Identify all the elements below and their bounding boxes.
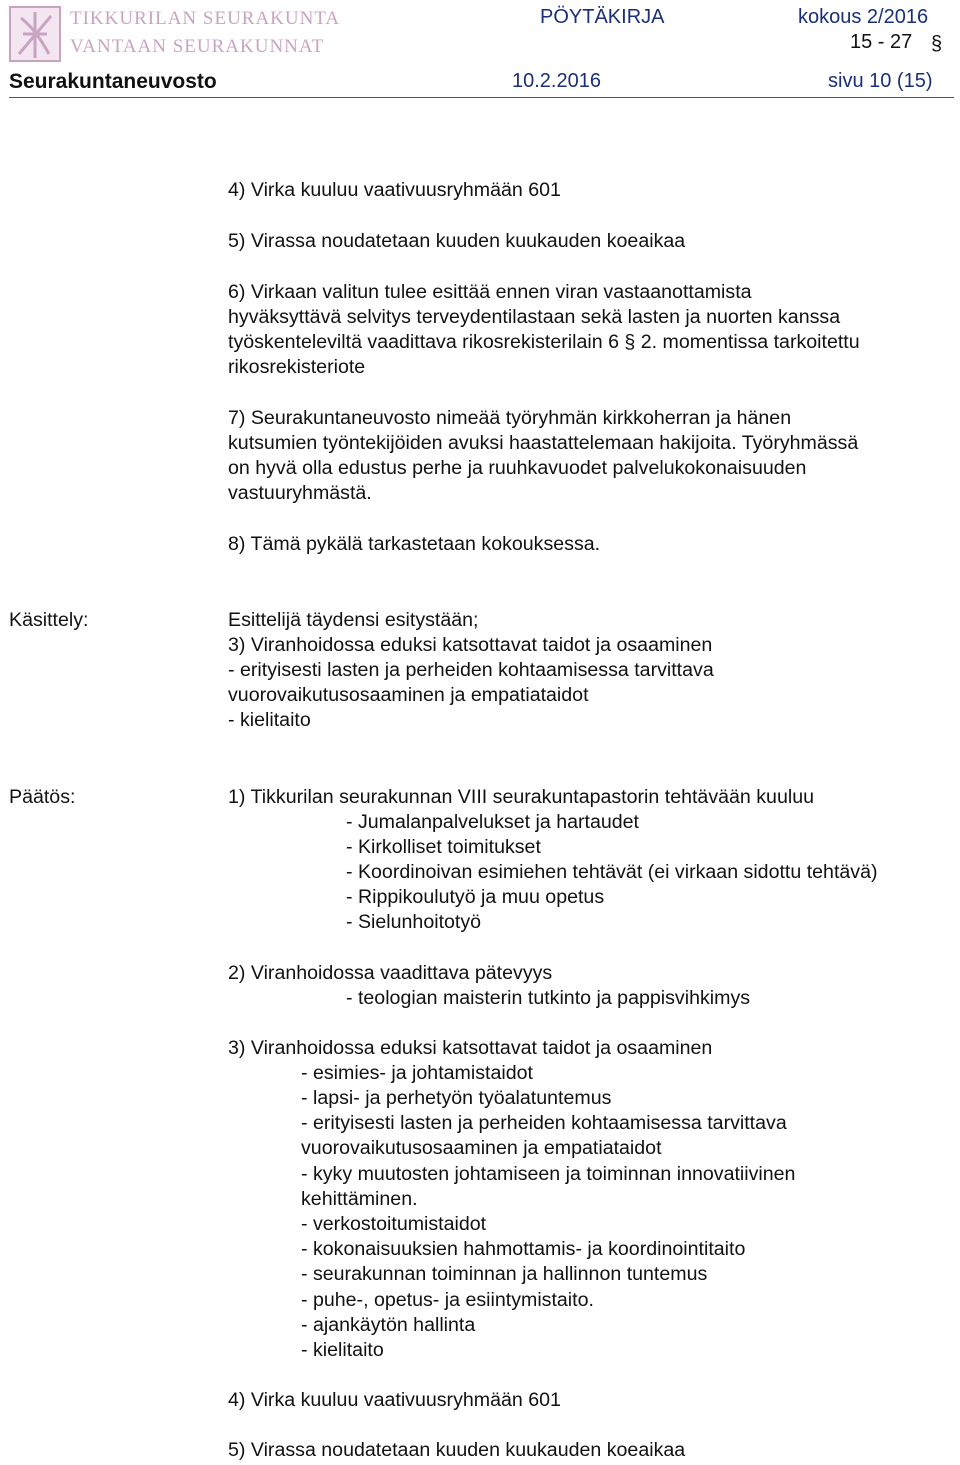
kasittely-line: - erityisesti lasten ja perheiden kohtaamisessa tarvittava [228,659,714,681]
paatos-item-3-skill: - verkostoitumistaidot [301,1213,487,1235]
paatos-item-3-skill: - esimies- ja johtamistaidot [301,1062,533,1084]
meeting-number: kokous 2/2016 [798,6,929,28]
item-7-line: 7) Seurakuntaneuvosto nimeää työryhmän kirkkoherran ja hänen [228,407,792,429]
org-name-line2: VANTAAN SEURAKUNNAT [70,36,325,57]
paatos-item-5: 5) Virassa noudatetaan kuuden kuukauden koeaikaa [228,1439,686,1461]
paatos-item-3-skill: - kyky muutosten johtamiseen ja toiminnan innovatiivinen [301,1163,796,1185]
body-name: Seurakuntaneuvosto [9,70,217,93]
paatos-item-3-skill: - kielitaito [301,1339,384,1361]
section-range: 15 - 27 [850,31,913,53]
paatos-item-3-skill: - lapsi- ja perhetyön työalatuntemus [301,1087,612,1109]
cross-logo-icon [9,6,61,62]
document-type: PÖYTÄKIRJA [540,6,665,28]
paatos-item-1-title: 1) Tikkurilan seurakunnan VIII seurakuntapastorin tehtävään kuuluu [228,786,814,808]
paatos-item-1-task: - Kirkolliset toimitukset [346,836,541,858]
paatos-item-3-skill: vuorovaikutusosaaminen ja empatiataidot [301,1137,662,1159]
paatos-item-3-skill: - ajankäytön hallinta [301,1314,476,1336]
paatos-item-1-task: - Rippikoulutyö ja muu opetus [346,886,605,908]
paatos-item-4: 4) Virka kuuluu vaativuusryhmään 601 [228,1389,561,1411]
kasittely-line: 3) Viranhoidossa eduksi katsottavat taidot ja osaaminen [228,634,713,656]
paatos-item-1-task: - Koordinoivan esimiehen tehtävät (ei virkaan sidottu tehtävä) [346,861,878,883]
item-7-line: on hyvä olla edustus perhe ja ruuhkavuodet palvelukokonaisuuden [228,457,807,479]
page-number: sivu 10 (15) [828,70,933,92]
item-5: 5) Virassa noudatetaan kuuden kuukauden koeaikaa [228,230,686,252]
header-divider [9,97,954,98]
section-mark: § [931,33,943,55]
paatos-item-2-requirement: - teologian maisterin tutkinto ja pappisvihkimys [346,987,751,1009]
item-6-line: työskenteleviltä vaadittava rikosrekisterilain 6 § 2. momentissa tarkoitettu [228,331,860,353]
org-name-line1: TIKKURILAN SEURAKUNTA [70,8,341,29]
item-6-line: hyväksyttävä selvitys terveydentilastaan sekä lasten ja nuorten kanssa [228,306,841,328]
paatos-item-3-skill: - seurakunnan toiminnan ja hallinnon tuntemus [301,1263,708,1285]
paatos-item-2-title: 2) Viranhoidossa vaadittava pätevyys [228,962,553,984]
item-4: 4) Virka kuuluu vaativuusryhmään 601 [228,179,561,201]
paatos-item-3-skill: - puhe-, opetus- ja esiintymistaito. [301,1289,594,1311]
paatos-item-3-skill: - erityisesti lasten ja perheiden kohtaamisessa tarvittava [301,1112,787,1134]
item-7-line: kutsumien työntekijöiden avuksi haastattelemaan hakijoita. Työryhmässä [228,432,859,454]
paatos-item-1-task: - Sielunhoitotyö [346,911,482,933]
paatos-item-1-task: - Jumalanpalvelukset ja hartaudet [346,811,639,833]
item-7-line: vastuuryhmästä. [228,482,372,504]
kasittely-line: vuorovaikutusosaaminen ja empatiataidot [228,684,589,706]
kasittely-line: Esittelijä täydensi esitystään; [228,609,479,631]
kasittely-line: - kielitaito [228,709,311,731]
kasittely-label: Käsittely: [9,609,89,631]
paatos-item-3-skill: kehittäminen. [301,1188,418,1210]
paatos-item-3-skill: - kokonaisuuksien hahmottamis- ja koordinointitaito [301,1238,746,1260]
parish-logo [9,6,61,62]
meeting-date: 10.2.2016 [512,70,601,92]
paatos-item-3-title: 3) Viranhoidossa eduksi katsottavat taidot ja osaaminen [228,1037,713,1059]
item-6-line: 6) Virkaan valitun tulee esittää ennen viran vastaanottamista [228,281,752,303]
item-6-line: rikosrekisteriote [228,356,366,378]
item-8: 8) Tämä pykälä tarkastetaan kokouksessa. [228,533,601,555]
paatos-label: Päätös: [9,786,76,808]
